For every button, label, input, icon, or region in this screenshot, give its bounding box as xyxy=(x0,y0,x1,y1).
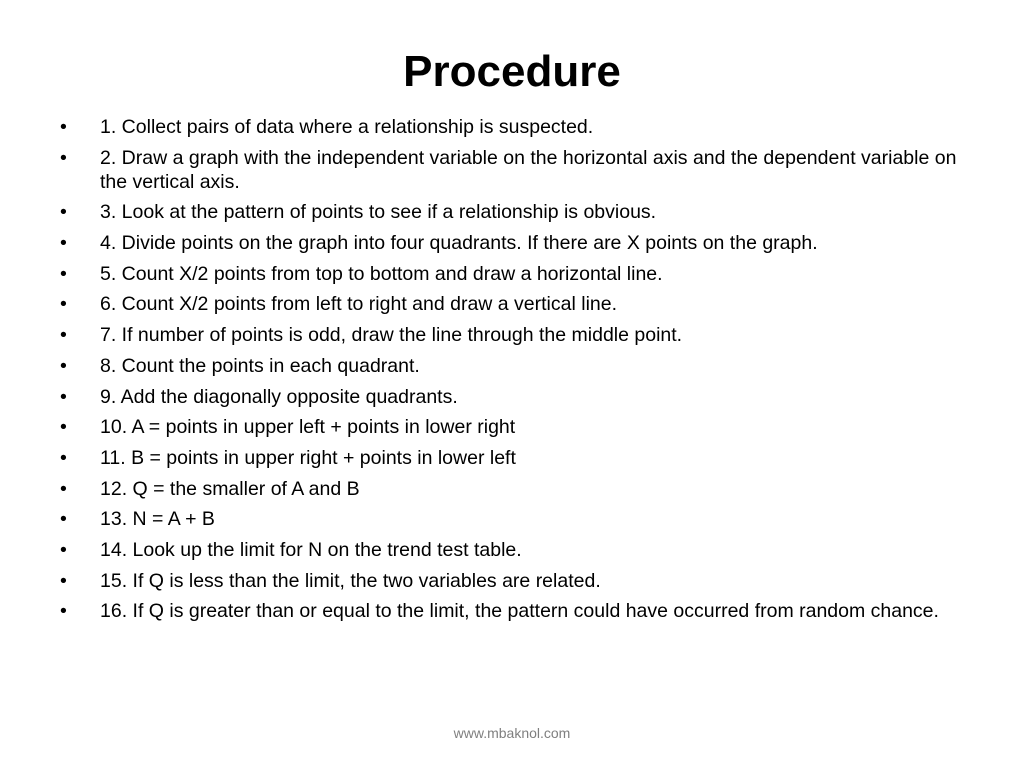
list-item-text: 6. Count X/2 points from left to right and draw a vertical line. xyxy=(100,293,618,316)
list-item xyxy=(60,262,960,286)
slide-title: Procedure xyxy=(403,47,621,96)
bullet-icon: • xyxy=(60,446,67,469)
list-item xyxy=(60,446,960,470)
bullet-icon: • xyxy=(60,324,67,347)
list-item xyxy=(60,115,960,139)
list-item-text: 14. Look up the limit for N on the trend test table. xyxy=(100,538,522,561)
footer-url: www.mbaknol.com xyxy=(453,725,571,741)
list-item-text: 3. Look at the pattern of points to see if a relationship is obvious. xyxy=(100,201,657,224)
list-item xyxy=(60,477,960,501)
list-item-text: 5. Count X/2 points from top to bottom and draw a horizontal line. xyxy=(100,262,663,285)
list-item-text: 13. N = A + B xyxy=(100,508,215,531)
list-item xyxy=(60,200,960,224)
list-item xyxy=(60,599,960,623)
bullet-icon: • xyxy=(60,538,67,561)
list-item-text: 1. Collect pairs of data where a relationship is suspected. xyxy=(100,116,594,138)
bullet-icon: • xyxy=(60,416,67,439)
list-item-text: 2. Draw a graph with the independent variable on the horizontal axis and the dependent variable on the vertical axis. xyxy=(100,146,957,193)
bullet-icon: • xyxy=(60,569,67,592)
list-item-text: 12. Q = the smaller of A and B xyxy=(100,477,360,500)
list-item xyxy=(60,146,960,194)
list-item xyxy=(60,354,960,378)
bullet-icon: • xyxy=(60,600,67,623)
list-item-text: 9. Add the diagonally opposite quadrants. xyxy=(100,385,458,408)
list-item xyxy=(60,538,960,562)
bullet-icon: • xyxy=(60,232,67,255)
bullet-icon: • xyxy=(60,201,67,224)
list-item xyxy=(60,415,960,439)
list-item-text: 15. If Q is less than the limit, the two variables are related. xyxy=(100,569,601,592)
list-item-text: 16. If Q is greater than or equal to the limit, the pattern could have occurred from random chance. xyxy=(100,600,939,623)
list-item-text: 7. If number of points is odd, draw the line through the middle point. xyxy=(100,324,683,347)
list-item xyxy=(60,323,960,347)
procedure-list xyxy=(60,115,960,630)
list-item xyxy=(60,507,960,531)
list-item xyxy=(60,231,960,255)
list-item-text: 8. Count the points in each quadrant. xyxy=(100,354,420,377)
bullet-icon: • xyxy=(60,354,67,377)
list-item-text: 4. Divide points on the graph into four quadrants. If there are X points on the graph. xyxy=(100,232,818,255)
bullet-icon: • xyxy=(60,508,67,531)
list-item xyxy=(60,569,960,593)
bullet-icon: • xyxy=(60,477,67,500)
bullet-icon: • xyxy=(60,116,67,138)
list-item xyxy=(60,385,960,409)
bullet-icon: • xyxy=(60,293,67,316)
bullet-icon: • xyxy=(60,262,67,285)
list-item-text: 11. B = points in upper right + points in lower left xyxy=(100,446,516,469)
bullet-icon: • xyxy=(60,146,67,169)
list-item xyxy=(60,292,960,316)
list-item-text: 10. A = points in upper left + points in lower right xyxy=(100,416,516,439)
bullet-icon: • xyxy=(60,385,67,408)
